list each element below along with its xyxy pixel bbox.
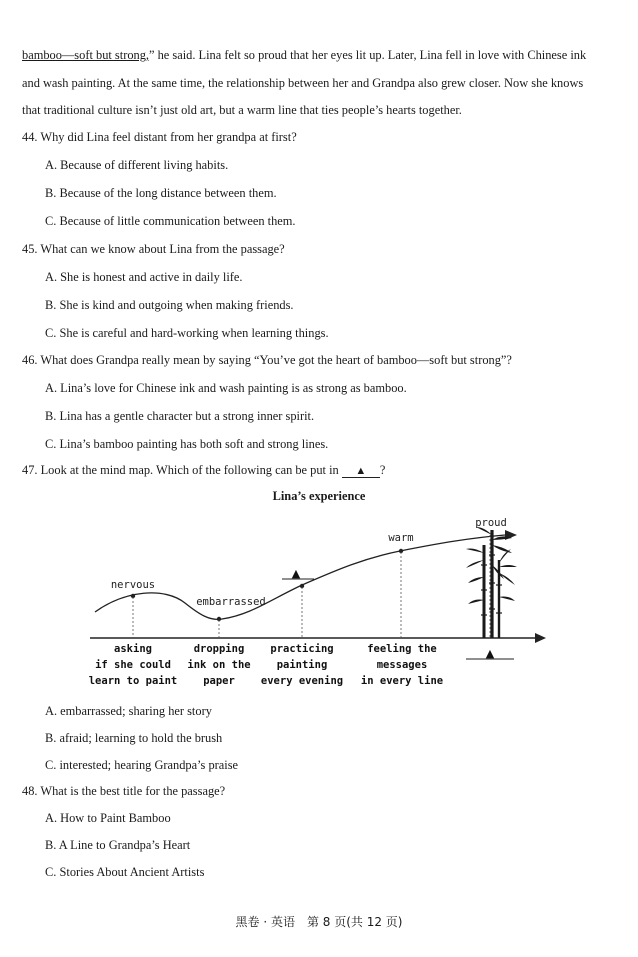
- option-46-a[interactable]: A. Lina’s love for Chinese ink and wash painting is as strong as bamboo.: [45, 381, 407, 395]
- marker-practicing: [300, 584, 304, 638]
- option-46-b[interactable]: B. Lina has a gentle character but a strong inner spirit.: [45, 409, 315, 423]
- option-45-b[interactable]: B. She is kind and outgoing when making friends.: [45, 298, 294, 312]
- bamboo-illustration: [466, 527, 517, 638]
- event-dropping-line2: ink on the: [187, 659, 251, 671]
- answer-blank: [342, 465, 380, 478]
- mind-map: [0, 505, 638, 695]
- triangle-icon: ▲: [355, 465, 367, 477]
- question-46: 46. What does Grandpa really mean by saying “You’ve got the heart of bamboo—soft but strong”?: [22, 353, 512, 367]
- option-47-a[interactable]: A. embarrassed; sharing her story: [45, 704, 212, 718]
- option-46-c[interactable]: C. Lina’s bamboo painting has both soft and strong lines.: [45, 437, 329, 451]
- page-footer: 黑卷 · 英语 第 8 页(共 12 页): [235, 915, 403, 929]
- option-48-a[interactable]: A. How to Paint Bamboo: [45, 811, 171, 825]
- option-48-b[interactable]: B. A Line to Grandpa’s Heart: [45, 838, 191, 852]
- triangle-icon: ▲: [485, 647, 495, 660]
- triangle-icon: ▲: [291, 567, 301, 580]
- mind-map-title: Lina’s experience: [272, 489, 366, 503]
- event-practicing-line3: every evening: [260, 675, 344, 687]
- passage-line-2: and wash painting. At the same time, the relationship between her and Grandpa also grew closer. Now she knows: [22, 75, 584, 90]
- event-asking-line2: if she could: [95, 659, 171, 671]
- event-dropping-line3: paper: [203, 675, 235, 687]
- event-feeling-line2: messages: [376, 659, 428, 671]
- option-45-c[interactable]: C. She is careful and hard-working when learning things.: [45, 326, 329, 340]
- marker-warm: [399, 549, 403, 638]
- event-practicing-line2: painting: [276, 659, 328, 671]
- timeline-arrowhead: [535, 633, 546, 643]
- option-47-b[interactable]: B. afraid; learning to hold the brush: [45, 731, 223, 745]
- feeling-nervous: nervous: [110, 579, 156, 591]
- quoted-underlined-text: bamboo—soft but strong,: [22, 48, 149, 62]
- option-44-a[interactable]: A. Because of different living habits.: [45, 158, 229, 172]
- feeling-embarrassed: embarrassed: [196, 596, 266, 608]
- event-asking-line1: asking: [114, 643, 152, 655]
- option-44-c[interactable]: C. Because of little communication between them.: [45, 214, 296, 228]
- question-47: 47. Look at the mind map. Which of the following can be put in ▲ ?: [22, 463, 386, 477]
- question-44: 44. Why did Lina feel distant from her grandpa at first?: [22, 130, 297, 144]
- event-feeling-line3: in every line: [360, 675, 444, 687]
- event-feeling-line1: feeling the: [367, 643, 437, 655]
- event-dropping-line1: dropping: [193, 643, 245, 655]
- event-practicing-line1: practicing: [270, 643, 334, 655]
- question-48: 48. What is the best title for the passage?: [22, 784, 226, 798]
- feeling-blank: [282, 567, 314, 580]
- marker-nervous: [131, 594, 135, 638]
- feeling-proud: proud: [475, 517, 507, 529]
- option-48-c[interactable]: C. Stories About Ancient Artists: [45, 865, 205, 879]
- marker-embarrassed: [217, 617, 221, 638]
- feeling-warm: warm: [388, 532, 414, 544]
- event-asking-line3: learn to paint: [88, 675, 178, 687]
- event-blank: [466, 647, 514, 660]
- passage-line-1: bamboo—soft but strong,” he said. Lina felt so proud that her eyes lit up. Later, Lina fell in love with Chinese ink: [22, 48, 587, 62]
- option-45-a[interactable]: A. She is honest and active in daily life.: [45, 270, 243, 284]
- question-45: 45. What can we know about Lina from the passage?: [22, 242, 285, 256]
- passage-ending: [22, 42, 622, 125]
- option-44-b[interactable]: B. Because of the long distance between them.: [45, 186, 277, 200]
- option-47-c[interactable]: C. interested; hearing Grandpa’s praise: [45, 758, 239, 772]
- passage-line-3: that traditional culture isn’t just old art, but a warm line that ties people’s hearts together.: [22, 103, 462, 117]
